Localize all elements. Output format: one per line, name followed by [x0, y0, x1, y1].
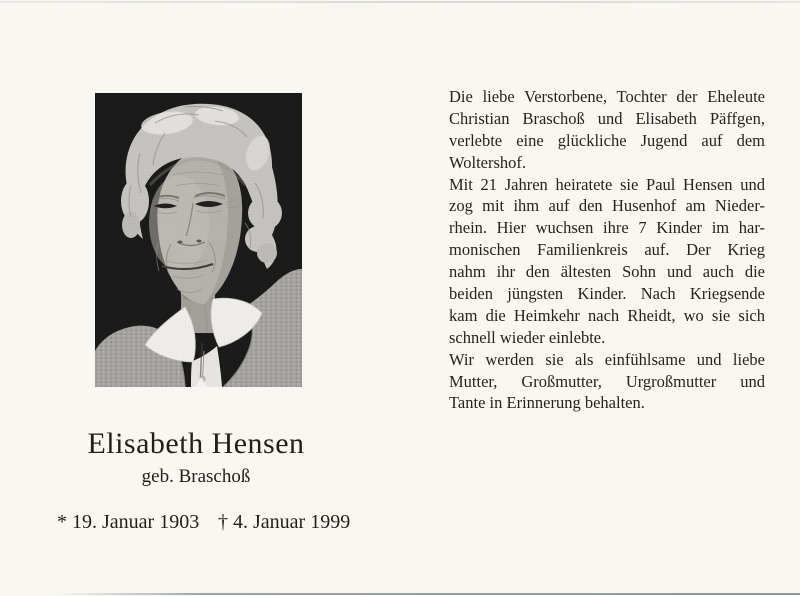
portrait-photo — [95, 93, 302, 387]
obituary-line: nahm ihr den ältesten Sohn und auch die — [449, 262, 765, 282]
obituary-line: Mutter, Großmutter, Urgroßmutter und — [449, 371, 765, 391]
name-block — [46, 427, 346, 488]
obituary-line: Christian Braschoß und Elisabeth Päffgen, — [449, 108, 765, 128]
obituary-line: Wir werden sie als einfühlsame und liebe — [449, 349, 765, 369]
obituary-text — [449, 86, 765, 414]
obituary-line: schnell wieder einlebte. — [449, 327, 606, 347]
life-dates — [0, 511, 800, 537]
obituary-line: zog mit ihm auf den Husenhof am Nieder- — [449, 196, 765, 216]
obituary-line: Tante in Erinnerung behalten. — [449, 393, 645, 413]
obituary-line: Woltershof. — [449, 152, 527, 172]
maiden-name: geb. Braschoß — [141, 466, 251, 487]
birth-date: * 19. Januar 1903 — [57, 511, 200, 533]
scan-edge-bottom — [55, 593, 800, 595]
halftone-overlay — [95, 93, 302, 387]
obituary-line: rhein. Hier wuchsen ihre 7 Kinder im har- — [449, 218, 765, 238]
obituary-line: Mit 21 Jahren heiratete sie Paul Hensen und — [449, 174, 765, 194]
obituary-line: kam die Heimkehr nach Rheidt, wo sie sich — [449, 305, 765, 325]
portrait-photo-illustration — [95, 93, 302, 387]
scan-edge-top — [0, 1, 800, 3]
obituary-line: monischen Familienkreis auf. Der Krieg — [449, 240, 765, 260]
deceased-name: Elisabeth Hensen — [87, 427, 305, 460]
obituary-line: verlebte eine glückliche Jugend auf dem — [449, 130, 765, 150]
death-date: † 4. Januar 1999 — [218, 511, 351, 533]
obituary-line: Die liebe Verstorbene, Tochter der Eheleute — [449, 87, 765, 106]
obituary-line: beiden jüngsten Kinder. Nach Kriegsende — [449, 284, 765, 304]
